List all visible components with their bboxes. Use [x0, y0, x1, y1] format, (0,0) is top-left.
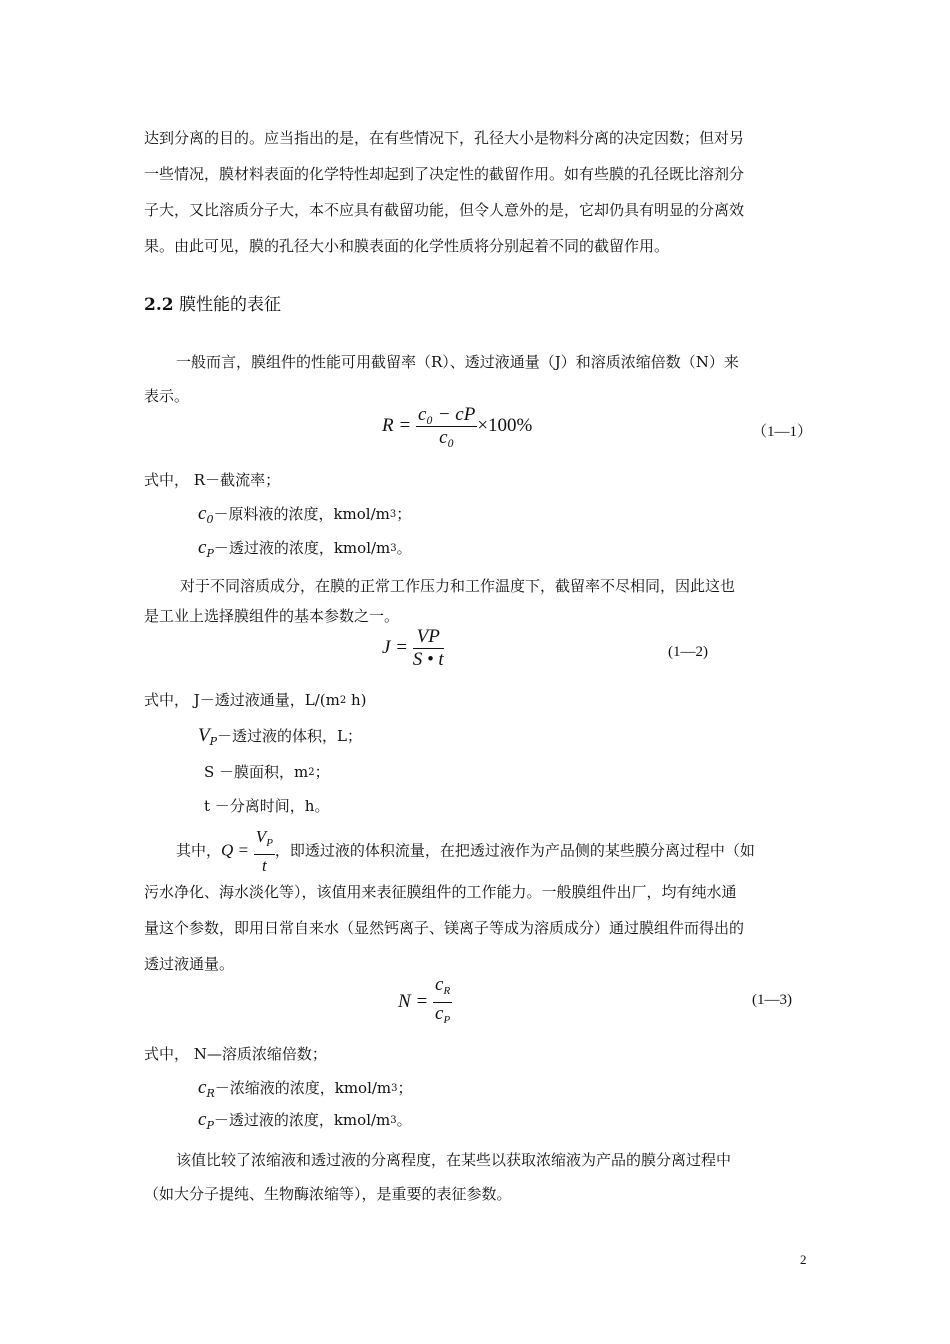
intro-line-1: 达到分离的目的。应当指出的是，在有些情况下，孔径大小是物料分离的决定因数；但对另: [144, 129, 745, 147]
eq3-fraction: [433, 974, 452, 1031]
cp-symbol: c: [198, 537, 207, 558]
s-end: ；: [314, 763, 330, 781]
c0-desc: －原料液的浓度，kmol/m: [213, 505, 390, 523]
c0-end: ；: [396, 505, 412, 523]
q-fraction: [254, 826, 275, 877]
eq3-denominator: [433, 1003, 452, 1031]
para3-line-1: [176, 826, 755, 877]
intro-line-2: 一些情况，膜材料表面的化学特性却起到了决定性的截留作用。如有些膜的孔径既比溶剂分: [144, 165, 745, 183]
cp2-desc: －透过液的浓度，kmol/m: [213, 1111, 391, 1129]
c0-sub: 0: [206, 513, 214, 526]
eq2-fraction: [413, 626, 444, 671]
c0-symbol: c: [198, 503, 207, 524]
cp2-end: 。: [396, 1111, 412, 1129]
cr-desc: －浓缩液的浓度，kmol/m: [214, 1079, 392, 1097]
eq2-numerator: VP: [413, 626, 444, 649]
eq2-number: (1—2): [668, 644, 708, 660]
cp-unit-sup: 3: [390, 543, 397, 554]
equation-1: [382, 404, 532, 449]
def2-vp: [198, 726, 362, 752]
s-sup: 2: [308, 767, 315, 778]
def2-head-end: h): [346, 691, 367, 709]
cr-sup: 3: [391, 1083, 398, 1094]
def2-t: t －分离时间，h。: [204, 797, 330, 815]
def1-head: 式中， R－截流率；: [144, 471, 281, 489]
para3-post: ，即透过液的体积流量，在把透过液作为产品侧的某些膜分离过程中（如: [274, 841, 755, 860]
para3-line-4: 透过液通量。: [144, 955, 235, 973]
eq2-denominator: S • t: [412, 649, 444, 670]
section-title: 膜性能的表征: [178, 295, 281, 315]
def2-head: [144, 690, 367, 711]
def3-cr: [198, 1078, 413, 1104]
eq1-fraction: [416, 404, 477, 449]
para3-line-2: 污水净化、海水淡化等），该值用来表征膜组件的工作能力。一般膜组件出厂，均有纯水通: [144, 883, 737, 901]
para4-line-1: 该值比较了浓缩液和透过液的分离程度，在某些以获取浓缩液为产品的膜分离过程中: [176, 1151, 732, 1169]
def1-c0: [198, 504, 411, 530]
eq3-den-sub: P: [443, 1014, 451, 1026]
section-heading: [144, 290, 281, 315]
eq1-denominator: c₀: [439, 427, 455, 448]
eq1-lhs: R =: [382, 414, 412, 436]
c0-unit-sup: 3: [389, 509, 397, 520]
eq1-number: （1—1）: [752, 424, 813, 440]
cp-desc: －透过液的浓度，kmol/m: [213, 539, 391, 557]
def3-cp: [198, 1110, 412, 1136]
eq2-lhs: J =: [382, 636, 409, 658]
equation-2: [382, 626, 444, 671]
eq3-number: (1—3): [752, 992, 792, 1008]
cr-symbol: c: [198, 1077, 207, 1098]
eq1-tail: ×100%: [477, 414, 533, 436]
page-number: 2: [800, 1252, 807, 1267]
para4-line-2: （如大分子提纯、生物酶浓缩等），是重要的表征参数。: [144, 1185, 512, 1203]
def2-head-text: 式中， J－透过液通量，L/(m: [144, 691, 340, 709]
def2-s: [204, 762, 330, 783]
section-number: 2.2: [144, 295, 174, 315]
equation-3: [398, 974, 452, 1031]
eq3-num-sym: c: [435, 974, 444, 995]
vp-sub: P: [209, 735, 218, 748]
eq1-numerator: c₀ − cP: [417, 404, 476, 425]
cp-sub: P: [206, 547, 214, 560]
q-numerator: [254, 826, 275, 855]
para2-line-1: 对于不同溶质成分，在膜的正常工作压力和工作温度下，截留率不尽相同，因此这也: [180, 577, 736, 595]
cr-end: ；: [397, 1079, 413, 1097]
eq3-num-sub: R: [443, 985, 451, 997]
def1-cp: [198, 538, 412, 564]
q-num-sym: V: [255, 827, 267, 846]
para3-line-3: 量这个参数，即用日常自来水（显然钙离子、镁离子等成为溶质成分）通过膜组件而得出的: [144, 919, 745, 937]
vp-symbol: V: [198, 725, 210, 746]
cp2-sup: 3: [390, 1115, 397, 1126]
para1-line-1: 一般而言，膜组件的性能可用截留率（R）、透过液通量（J）和溶质浓缩倍数（N）来: [176, 353, 739, 371]
q-lhs: Q =: [221, 840, 250, 860]
cp-end: 。: [396, 539, 412, 557]
q-num-sub: P: [266, 837, 273, 849]
def3-head: 式中， N—溶质浓缩倍数；: [144, 1045, 327, 1063]
intro-line-4: 果。由此可见，膜的孔径大小和膜表面的化学性质将分别起着不同的截留作用。: [144, 237, 670, 255]
eq3-numerator: [433, 974, 452, 1003]
eq3-lhs: N =: [398, 990, 429, 1012]
vp-desc: －透过液的体积，L；: [217, 727, 362, 745]
intro-line-3: 子大，又比溶质分子大，本不应具有截留功能，但令人意外的是，它却仍具有明显的分离效: [144, 201, 745, 219]
q-denominator: t: [261, 856, 267, 875]
def2-head-sup: 2: [339, 695, 347, 706]
cp2-sub: P: [206, 1119, 214, 1132]
s-desc: S －膜面积，m: [204, 763, 309, 781]
cp2-symbol: c: [198, 1109, 207, 1130]
para1-line-2: 表示。: [144, 387, 190, 405]
para3-pre: 其中，: [176, 841, 222, 860]
para2-line-2: 是工业上选择膜组件的基本参数之一。: [144, 607, 400, 625]
eq3-den-sym: c: [435, 1003, 444, 1024]
cr-sub: R: [206, 1087, 215, 1100]
